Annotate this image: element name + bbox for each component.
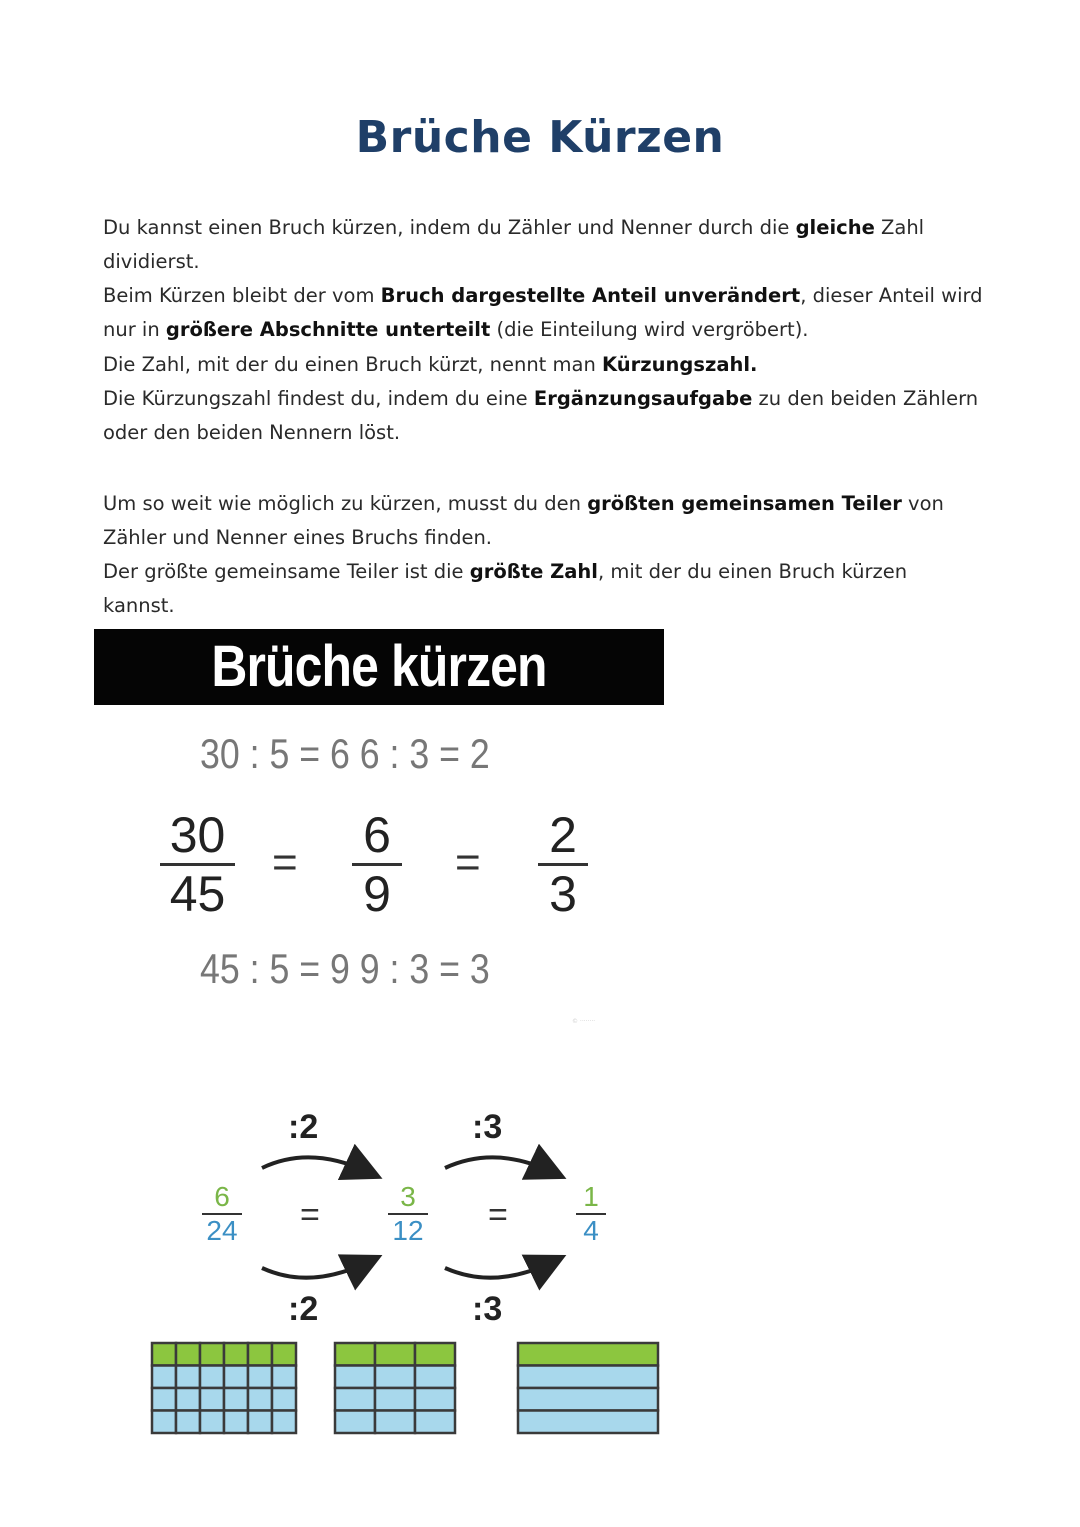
grid-2-cell: [415, 1411, 455, 1434]
grid-2-cell: [415, 1343, 455, 1366]
grid-1-cell: [248, 1411, 272, 1434]
grid-2-cell: [375, 1366, 415, 1389]
grid-3-cell: [518, 1411, 658, 1434]
fraction-6-24: 6 24: [202, 1183, 242, 1245]
fraction-1-4: 1 4: [576, 1183, 606, 1245]
example-banner-title: Brüche kürzen: [211, 634, 547, 699]
paragraph-definition: Du kannst einen Bruch kürzen, indem du Zähler und Nenner durch die gleiche Zahl dividierst. Beim Kürzen bleibt der vom Bruch dargestellte Anteil unverändert, dieser Anteil wird nur in größere Abschnitte unterteilt (die Einteilung wird vergröbert).: [103, 216, 983, 341]
grid-1-cell: [200, 1366, 224, 1389]
grid-1-cell: [248, 1366, 272, 1389]
grid-1-cell: [176, 1343, 200, 1366]
grid-1-cell: [224, 1366, 248, 1389]
grid-1-cell: [272, 1366, 296, 1389]
grid-1-cell: [152, 1388, 176, 1411]
grid-1-cell: [272, 1388, 296, 1411]
divisor-label-bottom-1: :2: [288, 1290, 319, 1328]
grid-1-cell: [176, 1411, 200, 1434]
grid-2-cell: [335, 1343, 375, 1366]
grid-2-cell: [375, 1388, 415, 1411]
divisor-label-bottom-2: :3: [472, 1290, 503, 1328]
grid-1-cell: [224, 1411, 248, 1434]
grid-1-cell: [176, 1366, 200, 1389]
equals-sign: =: [300, 1196, 320, 1234]
grid-1-cell: [272, 1343, 296, 1366]
grid-1-cell: [224, 1343, 248, 1366]
grid-3-cell: [518, 1343, 658, 1366]
grid-2-cell: [335, 1411, 375, 1434]
numerator-division-steps: 30 : 5 = 6 6 : 3 = 2: [200, 730, 490, 777]
grid-1-cell: [224, 1388, 248, 1411]
watermark: © ········: [572, 1018, 596, 1025]
grid-1-cell: [200, 1343, 224, 1366]
grid-1-cell: [152, 1366, 176, 1389]
equals-sign: =: [488, 1196, 508, 1234]
fraction-30-45: 30 45: [160, 810, 235, 919]
grid-1-cell: [272, 1411, 296, 1434]
paragraph-kuerzungszahl: Die Zahl, mit der du einen Bruch kürzt, nennt man Kürzungszahl. Die Kürzungszahl findest du, indem du eine Ergänzungsaufgabe zu den beiden Zählern oder den beiden Nennern löst.: [103, 353, 979, 444]
grid-2-cell: [415, 1366, 455, 1389]
divisor-label-top-2: :3: [472, 1108, 503, 1146]
grid-1-cell: [176, 1388, 200, 1411]
equals-sign: =: [455, 838, 481, 887]
grid-1-cell: [200, 1388, 224, 1411]
grid-1-cell: [200, 1411, 224, 1434]
grid-1-cell: [152, 1411, 176, 1434]
denominator-division-steps: 45 : 5 = 9 9 : 3 = 3: [200, 945, 490, 992]
grid-2-cell: [335, 1388, 375, 1411]
grid-1-cell: [248, 1388, 272, 1411]
grid-2-cell: [375, 1411, 415, 1434]
fraction-2-3: 2 3: [538, 810, 588, 919]
fraction-6-9: 6 9: [352, 810, 402, 919]
grid-1-cell: [248, 1343, 272, 1366]
paragraph-ggt: Um so weit wie möglich zu kürzen, musst du den größten gemeinsamen Teiler von Zähler und Nenner eines Bruchs finden. Der größte gemeinsame Teiler ist die größte Zahl, mit der du einen Bruch kürzen kannst.: [103, 492, 944, 617]
divisor-label-top-1: :2: [288, 1108, 319, 1146]
grid-2-cell: [335, 1366, 375, 1389]
equals-sign: =: [272, 838, 298, 887]
grid-3-cell: [518, 1366, 658, 1389]
grid-3-cell: [518, 1388, 658, 1411]
grid-1-cell: [152, 1343, 176, 1366]
fraction-3-12: 3 12: [388, 1183, 428, 1245]
grid-2-cell: [375, 1343, 415, 1366]
grid-2-cell: [415, 1388, 455, 1411]
page-title: Brüche Kürzen: [355, 112, 725, 163]
